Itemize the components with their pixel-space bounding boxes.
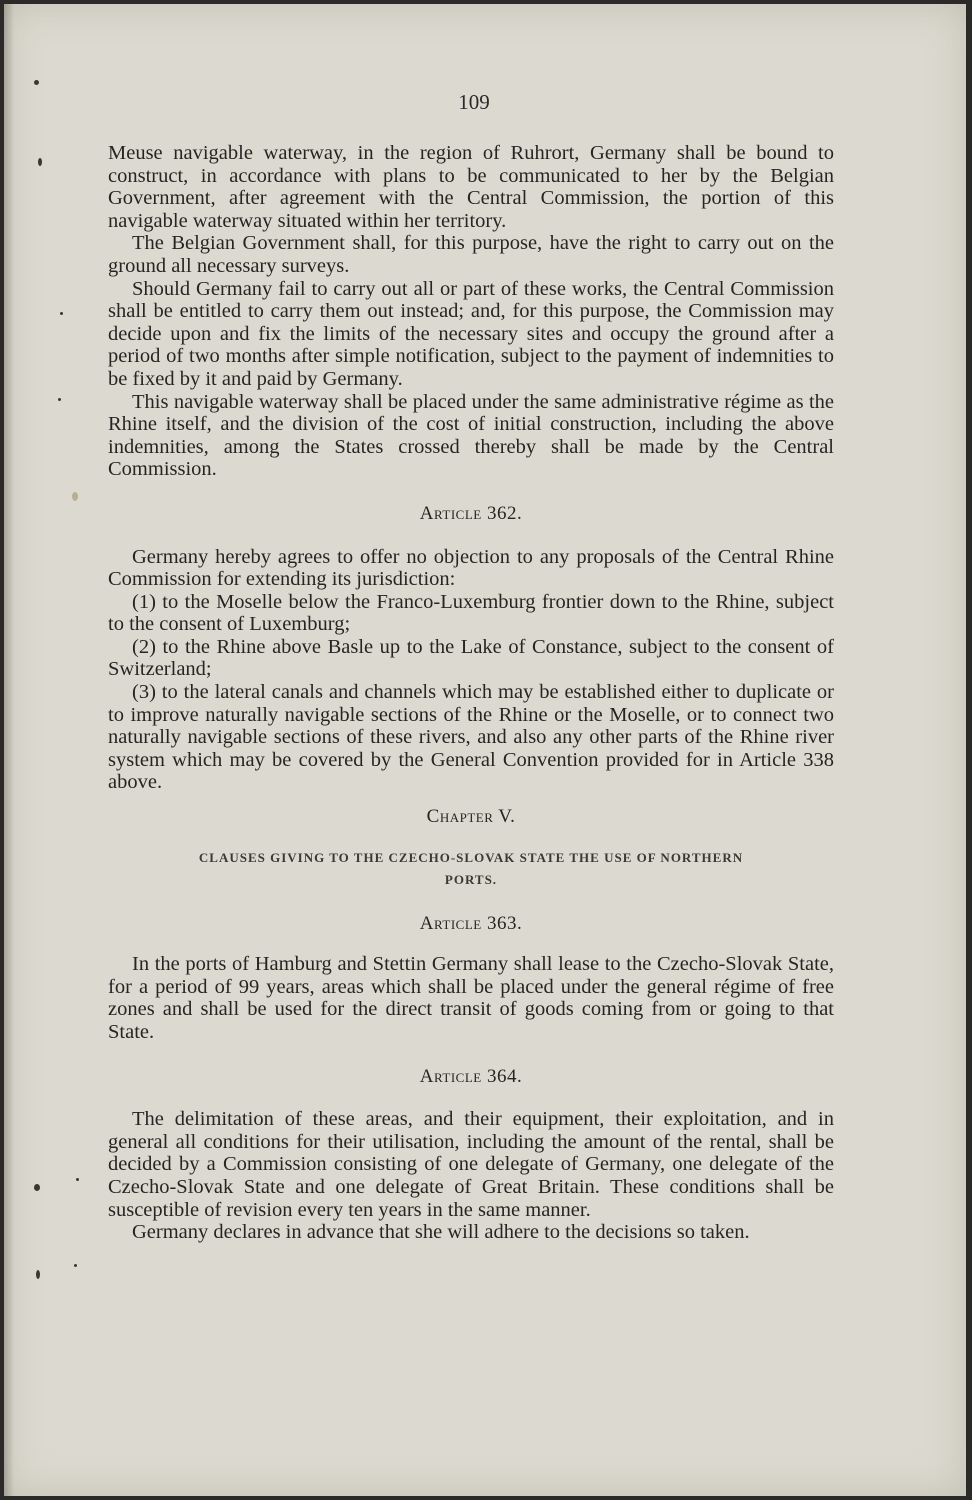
paragraph: The delimitation of these areas, and their equipment, their exploitation, and in general all conditions for their utilisation, including the amount of the rental, shall be decided by a Commission consisting of one delegate of Germany, one delegate of the Czecho-Slovak State and one delegate of Great Britain. These conditions shall be susceptible of revision every ten years in the same manner.: [108, 1108, 834, 1221]
article-heading: Article 364.: [419, 1065, 523, 1087]
list-item: (1) to the Moselle below the Franco-Luxemburg frontier down to the Rhine, subject to the consent of Luxemburg;: [108, 590, 834, 636]
paragraph: Germany declares in advance that she will adhere to the decisions so taken.: [132, 1221, 750, 1244]
page-edge-shadow: [4, 4, 14, 1496]
margin-speck: [74, 1264, 77, 1267]
chapter-subheading-line: PORTS.: [444, 871, 498, 887]
margin-speck: [58, 398, 61, 401]
chapter-heading: Chapter V.: [426, 806, 516, 828]
paragraph: The Belgian Government shall, for this purpose, have the right to carry out on the ground all necessary surveys.: [108, 232, 834, 277]
body-text: [108, 142, 834, 1244]
margin-speck: [76, 1178, 79, 1181]
paragraph: This navigable waterway shall be placed under the same administrative régime as the Rhine itself, and the division of the cost of initial construction, including the above indemnities, among the States crossed thereby shall be made by the Central Commission.: [108, 390, 834, 481]
margin-speck: [34, 80, 39, 85]
margin-speck: [36, 1270, 40, 1279]
paragraph: Meuse navigable waterway, in the region of Ruhrort, Germany shall be bound to construct, in accordance with plans to be communicated to her by the Belgian Government, after agreement with the Central Commission, the portion of this navigable waterway situated within her territory.: [108, 142, 834, 232]
margin-speck: [34, 1184, 40, 1191]
list-item: (2) to the Rhine above Basle up to the Lake of Constance, subject to the consent of Switzerland;: [108, 635, 834, 681]
margin-speck: [60, 312, 63, 315]
margin-speck: [72, 492, 78, 501]
page-number: 109: [458, 90, 490, 114]
paragraph: Germany hereby agrees to offer no objection to any proposals of the Central Rhine Commission for extending its jurisdiction:: [108, 545, 834, 591]
paragraph: Should Germany fail to carry out all or part of these works, the Central Commission shall be entitled to carry them out instead; and, for this purpose, the Commission may decide upon and fix the limits of the necessary sites and occupy the ground after a period of two months after simple notification, subject to the payment of indemnities to be fixed by it and paid by Germany.: [108, 277, 834, 390]
chapter-subheading: [108, 847, 834, 891]
paragraph: In the ports of Hamburg and Stettin Germany shall lease to the Czecho-Slovak State, for a period of 99 years, areas which shall be placed under the general régime of free zones and shall be used for the direct transit of goods coming from or going to that State.: [108, 953, 834, 1043]
list-item: (3) to the lateral canals and channels which may be established either to duplicate or to improve naturally navigable sections of the Rhine or the Moselle, or to connect two naturally navigable sections of these rivers, and also any other parts of the Rhine river system which may be covered by the General Convention provided for in Article 338 above.: [108, 681, 834, 794]
article-heading: Article 362.: [419, 502, 523, 524]
article-heading: Article 363.: [419, 912, 523, 934]
margin-speck: [38, 158, 42, 166]
document-page: [4, 4, 966, 1496]
chapter-subheading-line: CLAUSES GIVING TO THE CZECHO-SLOVAK STATE THE USE OF NORTHERN: [198, 849, 744, 865]
